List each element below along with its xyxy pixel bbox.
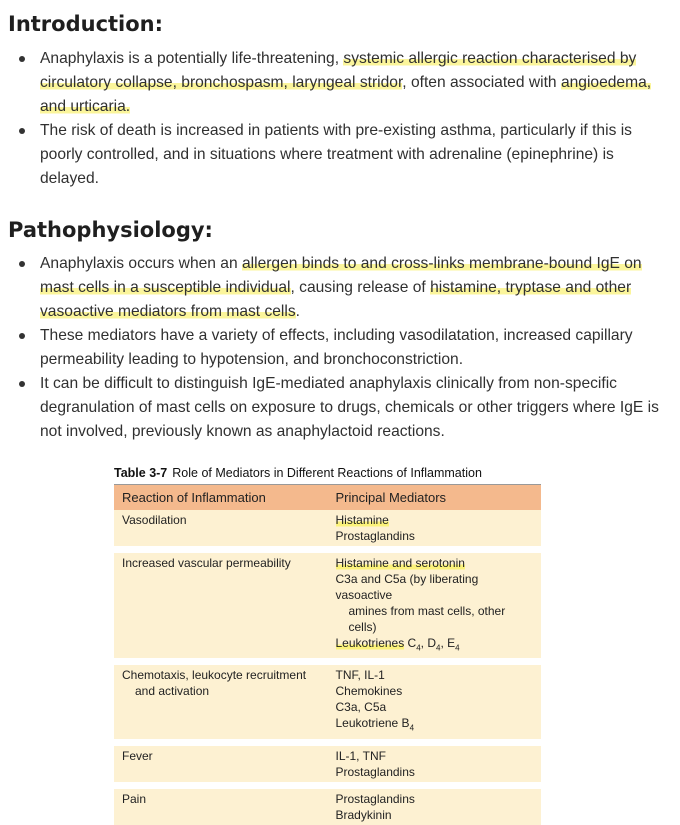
reaction-cell-cont: and activation xyxy=(135,684,210,699)
patho-bullet-1: Anaphylaxis occurs when an allergen binds to and cross-links membrane-bound IgE on mast cells in a susceptible individual, causing release of histamine, tryptase and other vasoactive mediators from mast cells. xyxy=(0,252,680,324)
mediators-table xyxy=(114,462,541,825)
mediator-item: C3a and C5a (by liberating vasoactive xyxy=(335,572,479,602)
patho-bullet-3: It can be difficult to distinguish IgE-mediated anaphylaxis clinically from non-specific degranulation of mast cells on exposure to drugs, chemicals or other triggers where IgE is not involved, previously known as anaphylactoid reactions. xyxy=(0,372,680,444)
table-row xyxy=(114,746,541,782)
mediator-item: cells) xyxy=(348,620,377,634)
mediator-item: IL-1, TNF xyxy=(335,748,386,763)
reaction-cell: Fever xyxy=(122,748,153,763)
mediator-item: Bradykinin xyxy=(335,807,392,822)
bullet-dot-icon xyxy=(19,261,25,267)
mediator-item: Prostaglandins xyxy=(335,529,415,543)
mediator-item: TNF, IL-1 xyxy=(335,668,385,683)
mediator-item: Histamine and serotonin xyxy=(335,556,465,570)
mediator-item: Leukotrienes xyxy=(335,636,405,650)
mediator-suffix: $C_4$, $D_4$, $E_4$ xyxy=(404,636,460,653)
table-caption xyxy=(114,462,541,485)
intro-bullet-list xyxy=(0,47,680,191)
table-row xyxy=(114,789,541,825)
mediator-item: Leukotriene $B_4$ xyxy=(335,716,415,733)
reaction-cell: Chemotaxis, leukocyte recruitment xyxy=(122,668,307,683)
table-row xyxy=(114,510,541,546)
mediator-item: amines from mast cells, other xyxy=(348,604,506,618)
table-row xyxy=(114,553,541,658)
reaction-cell: Increased vascular permeability xyxy=(122,556,291,570)
bullet-dot-icon xyxy=(19,128,25,134)
bullet-dot-icon xyxy=(19,56,25,62)
reaction-cell: Vasodilation xyxy=(122,513,187,527)
mediator-item: Prostaglandins xyxy=(335,791,415,806)
intro-bullet-2: The risk of death is increased in patients with pre-existing asthma, particularly if this is poorly controlled, and in situations where treatment with adrenaline (epinephrine) is delayed. xyxy=(0,119,680,191)
bullet-dot-icon xyxy=(19,381,25,387)
table-header-mediators: Principal Mediators xyxy=(335,490,447,505)
table-label: Table 3-7 xyxy=(114,466,168,480)
pathophysiology-bullet-list xyxy=(0,252,680,444)
patho-bullet-2: These mediators have a variety of effects, including vasodilatation, increased capillary permeability leading to hypotension, and bronchoconstriction. xyxy=(0,324,680,372)
table-header-reaction: Reaction of Inflammation xyxy=(122,490,266,505)
mediator-item: Prostaglandins xyxy=(335,764,415,779)
mediator-item: Histamine xyxy=(335,513,389,527)
reaction-cell: Pain xyxy=(122,791,147,806)
intro-heading: Introduction: xyxy=(8,12,164,36)
mediator-item: C3a, C5a xyxy=(335,700,387,715)
table-title: Role of Mediators in Different Reactions of Inflammation xyxy=(172,466,482,480)
table-header-row xyxy=(114,485,541,510)
intro-bullet-1: Anaphylaxis is a potentially life-threatening, systemic allergic reaction characterised by circulatory collapse, bronchospasm, laryngeal stridor, often associated with angioedema, and urticaria. xyxy=(0,47,680,119)
mediator-item: Chemokines xyxy=(335,684,403,699)
pathophysiology-heading: Pathophysiology: xyxy=(8,218,213,242)
table-row xyxy=(114,665,541,738)
bullet-dot-icon xyxy=(19,333,25,339)
